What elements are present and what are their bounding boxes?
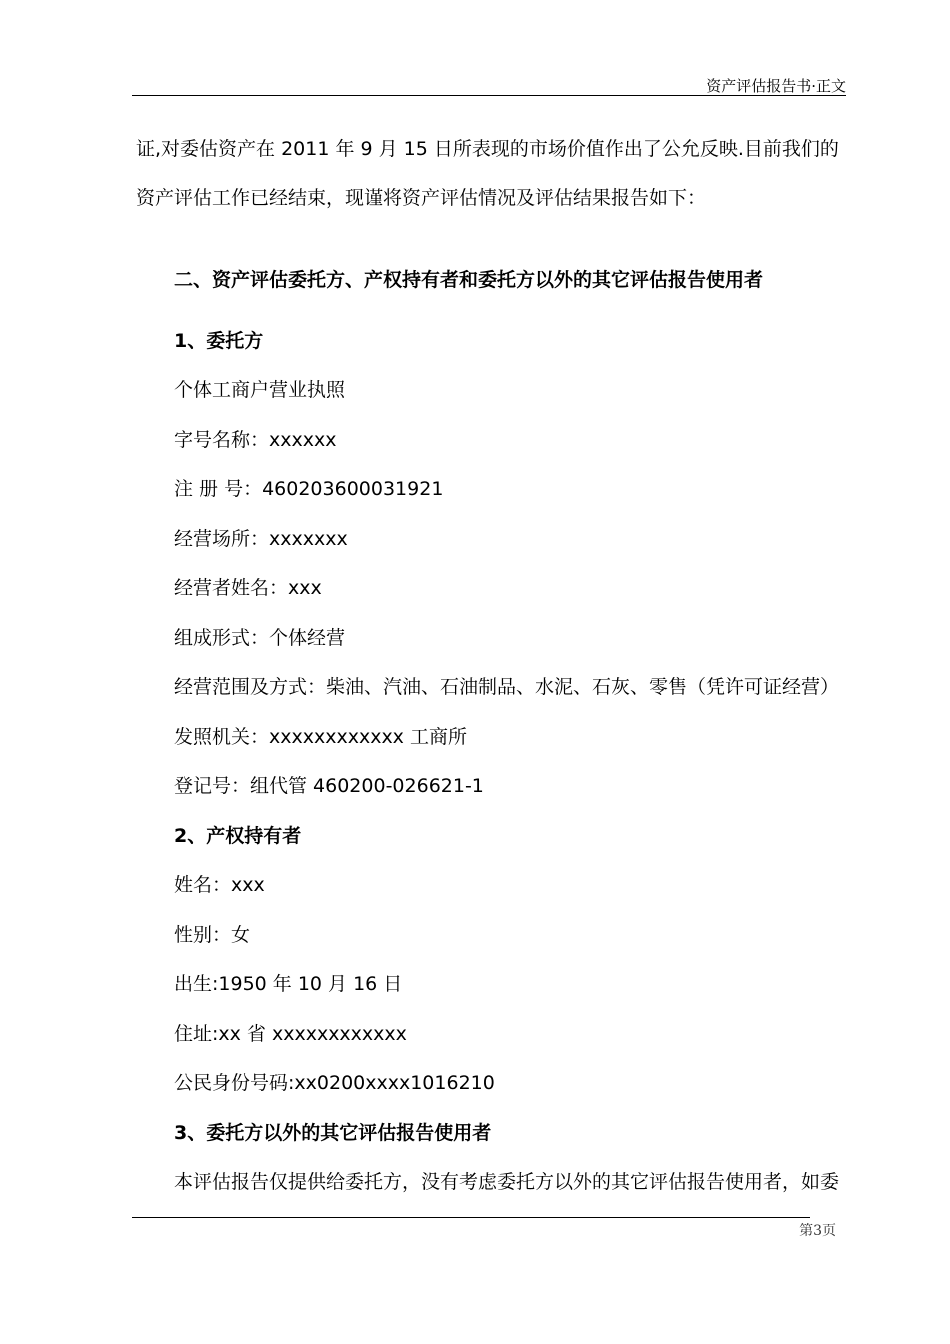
- business-name-field: 字号名称：xxxxxx: [174, 429, 337, 451]
- footer-rule: [132, 1217, 810, 1218]
- business-scope-field: 经营范围及方式：柴油、汽油、石油制品、水泥、石灰、零售（凭许可证经营）: [174, 676, 840, 698]
- issuing-authority-field: 发照机关：xxxxxxxxxxxx 工商所: [174, 726, 467, 748]
- holder-address-field: 住址:xx 省 xxxxxxxxxxxx: [174, 1023, 407, 1045]
- intro-line-2: 资产评估工作已经结束，现谨将资产评估情况及评估结果报告如下：: [136, 187, 707, 209]
- section-2-heading: 二、资产评估委托方、产权持有者和委托方以外的其它评估报告使用者: [174, 269, 764, 291]
- page-number: 第3页: [799, 1223, 836, 1239]
- subsection-3-heading: 3、委托方以外的其它评估报告使用者: [174, 1122, 492, 1144]
- holder-gender-field: 性别：女: [174, 924, 251, 946]
- holder-id-field: 公民身份号码:xx0200xxxx1016210: [174, 1072, 495, 1094]
- organization-form-field: 组成形式：个体经营: [174, 627, 346, 649]
- register-code-field: 登记号：组代管 460200-026621-1: [174, 775, 484, 797]
- subsection-1-heading: 1、委托方: [174, 330, 264, 352]
- subsection-2-heading: 2、产权持有者: [174, 825, 302, 847]
- header-title: 资产评估报告书·正文: [706, 77, 846, 95]
- header-rule: [132, 95, 846, 96]
- business-place-field: 经营场所：xxxxxxx: [174, 528, 348, 550]
- license-title: 个体工商户营业执照: [174, 379, 346, 401]
- operator-name-field: 经营者姓名：xxx: [174, 577, 322, 599]
- holder-birth-field: 出生:1950 年 10 月 16 日: [174, 973, 403, 995]
- holder-name-field: 姓名：xxx: [174, 874, 265, 896]
- intro-line-1: 证,对委估资产在 2011 年 9 月 15 日所表现的市场价值作出了公允反映.目前我们的: [136, 138, 839, 160]
- registration-number-field: 注 册 号：460203600031921: [174, 478, 444, 500]
- subsection-3-text: 本评估报告仅提供给委托方，没有考虑委托方以外的其它评估报告使用者，如委: [174, 1171, 840, 1193]
